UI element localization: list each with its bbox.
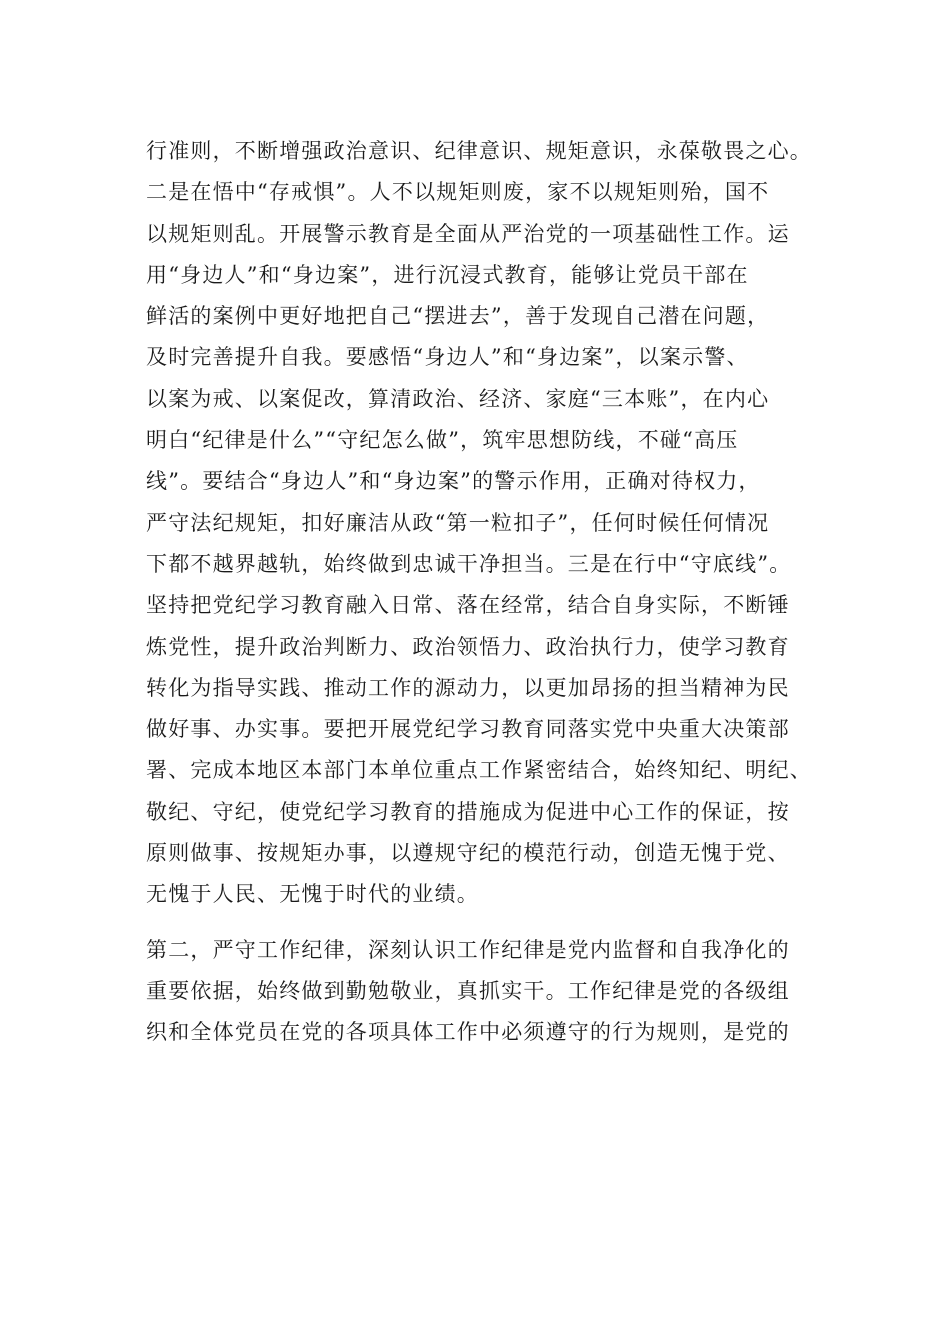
text-line: 做好事、办实事。要把开展党纪学习教育同落实党中央重大决策部 [146,717,790,742]
text-line: 二是在悟中“存戒惧”。人不以规矩则废，家不以规矩则殆，国不 [146,180,770,205]
text-line: 无愧于人民、无愧于时代的业绩。 [146,882,479,907]
text-line: 及时完善提升自我。要感悟“身边人”和“身边案”，以案示警、 [146,345,749,370]
text-line: 明白“纪律是什么”“守纪怎么做”，筑牢思想防线，不碰“高压 [146,428,739,453]
text-line: 炼党性，提升政治判断力、政治领悟力、政治执行力，使学习教育 [146,634,790,659]
text-line: 重要依据，始终做到勤勉敬业，真抓实干。工作纪律是党的各级组 [146,978,790,1003]
text-line: 鲜活的案例中更好地把自己“摆进去”，善于发现自己潜在问题， [146,304,770,329]
text-line: 转化为指导实践、推动工作的源动力，以更加昂扬的担当精神为民 [146,675,790,700]
text-line: 下都不越界越轨，始终做到忠诚干净担当。三是在行中“守底线”。 [146,551,792,576]
text-line: 织和全体党员在党的各项具体工作中必须遵守的行为规则，是党的 [146,1020,790,1045]
text-line: 原则做事、按规矩办事，以遵规守纪的模范行动，创造无愧于党、 [146,841,790,866]
paragraph-2 [146,930,836,1054]
text-line: 线”。要结合“身边人”和“身边案”的警示作用，正确对待权力， [146,469,761,494]
body-text [146,131,836,1054]
text-line: 坚持把党纪学习教育融入日常、落在经常，结合自身实际，不断锤 [146,593,790,618]
text-line: 严守法纪规矩，扣好廉洁从政“第一粒扣子”，任何时候任何情况 [146,510,770,535]
text-line: 以规矩则乱。开展警示教育是全面从严治党的一项基础性工作。运 [146,221,790,246]
text-line: 以案为戒、以案促改，算清政治、经济、家庭“三本账”，在内心 [146,386,770,411]
text-line: 第二，严守工作纪律，深刻认识工作纪律是党内监督和自我净化的 [146,937,790,962]
paragraph-1 [146,131,836,916]
text-line: 行准则，不断增强政治意识、纪律意识、规矩意识，永葆敬畏之心。 [146,139,812,163]
text-line: 敬纪、守纪，使党纪学习教育的措施成为促进中心工作的保证，按 [146,799,790,824]
text-line: 署、完成本地区本部门本单位重点工作紧密结合，始终知纪、明纪、 [146,758,812,783]
text-line: 用“身边人”和“身边案”，进行沉浸式教育，能够让党员干部在 [146,262,749,287]
